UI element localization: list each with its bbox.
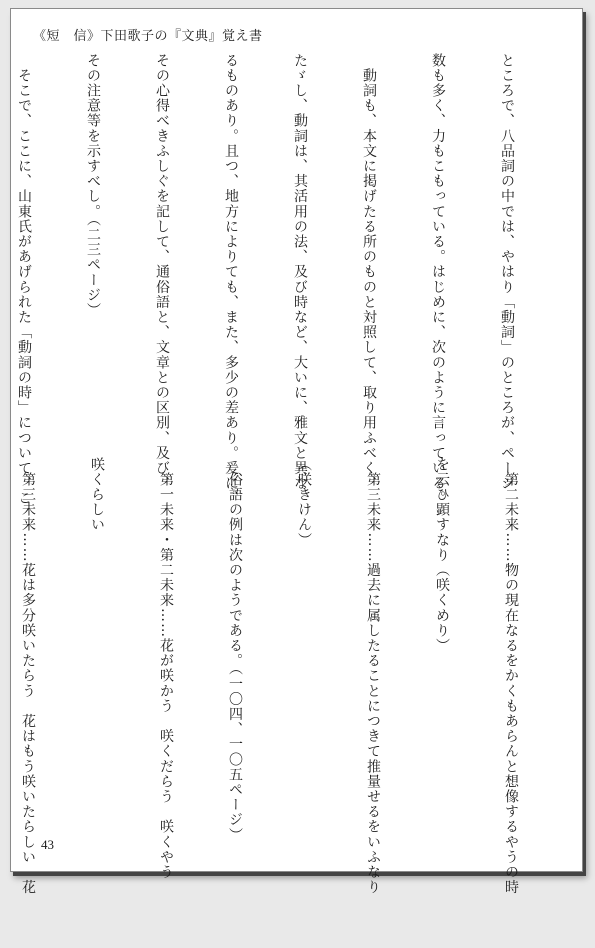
text-column: 第三未来……過去に属したることにつきて推量せるをいふなり: [365, 457, 381, 895]
book-page: [10, 8, 583, 895]
text-column: 第一未来・第二未来……花が咲かう 咲くだらう 咲くやう: [158, 457, 174, 880]
running-header: 《短 信》下田歌子の『文典』覚え書: [33, 29, 263, 44]
text-column: 動詞も、本文に掲げたる所のものと対照して、取り用ふべく、: [361, 53, 377, 491]
text-column: 数も多く、力もこもっている。はじめに、次のように言っている。: [430, 53, 446, 506]
text-column: 咲くらしい: [89, 457, 105, 533]
text-column: その注意等を示すべし。（二三ページ）: [85, 53, 101, 318]
text-column: （咲きけん）: [296, 457, 312, 548]
text-column: ところで、八品詞の中では、やはり「動詞」のところが、ページ: [499, 53, 515, 491]
text-column: 第二未来……物の現在なるをかくもあらんと想像するやうの時: [503, 457, 519, 895]
text-column: たゞし、動詞は、其活用の法、及び時など、大いに、雅文と異な: [292, 53, 308, 491]
text-column: を云ひ顕すなり（咲くめり）: [434, 457, 450, 654]
text-column: 俗語の例は次のようである。（一〇四、一〇五ページ）: [227, 457, 243, 843]
text-column: るものあり。且つ、地方によりても、また、多少の差あり。爰に、: [223, 53, 239, 506]
page-number: 43: [41, 837, 54, 852]
text-column: そこで、ここに、山東氏があげられた「動詞の時」について、こ: [16, 53, 32, 506]
text-column: 第三未来……花は多分咲いたらう 花はもう咲いたらしい 花: [20, 457, 36, 895]
text-column: その心得べきふしぐを記して、通俗語と、文章との区別、及び、: [154, 53, 170, 491]
